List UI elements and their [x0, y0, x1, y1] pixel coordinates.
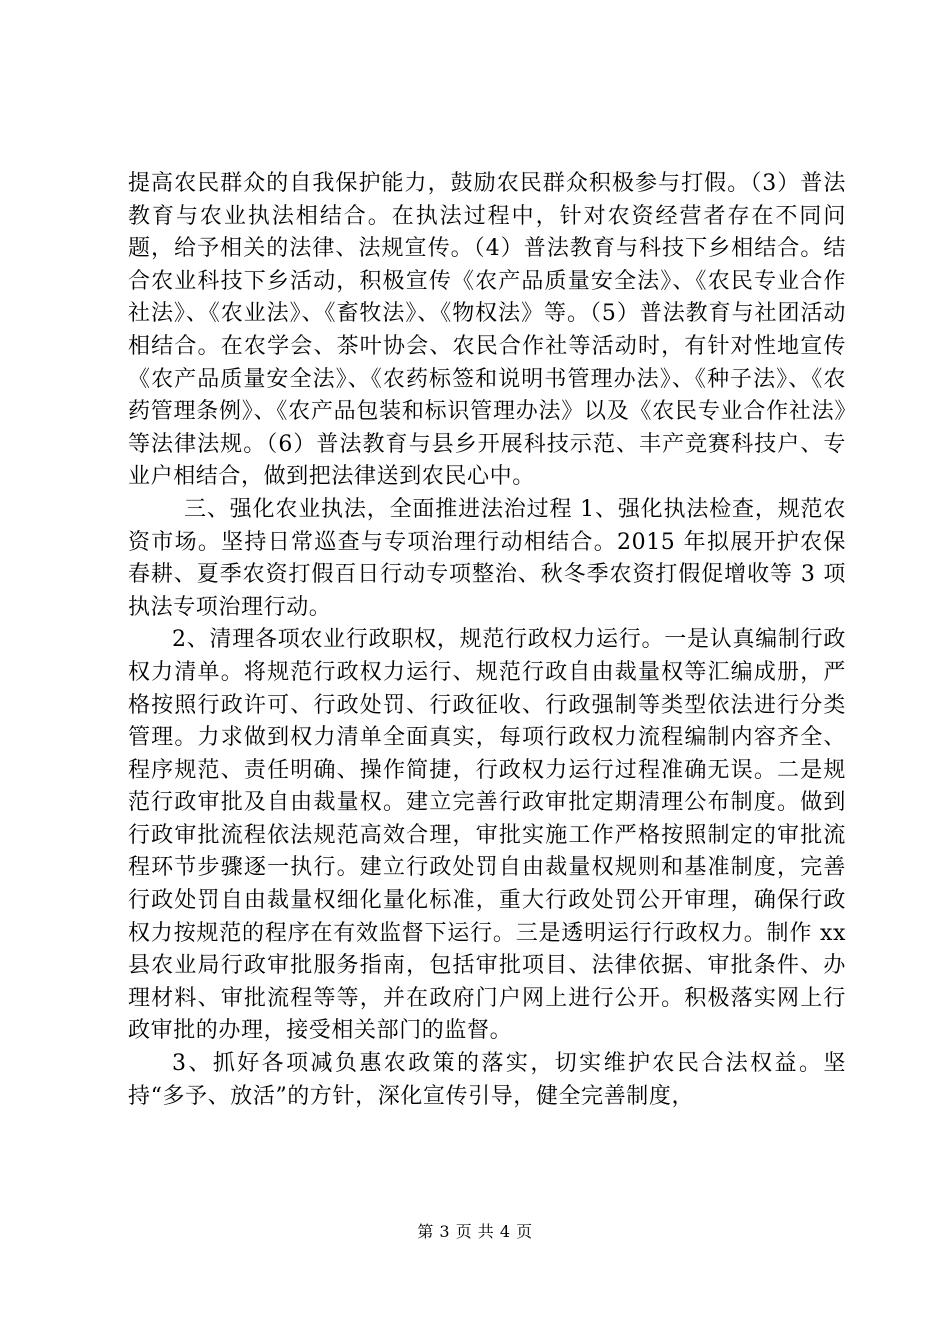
paragraph-2: 三、强化农业执法，全面推进法治过程 1、强化执法检查，规范农资市场。坚持日常巡查与专项治理行动相结合。2015 年拟展开护农保春耕、夏季农资打假百日行动专项整治、秋冬季农资打假促增收等 3 项执法专项治理行动。 [128, 496, 846, 620]
paragraph-4: 3、抓好各项减负惠农政策的落实，切实维护农民合法权益。坚持“多予、放活”的方针，深化宣传引导，健全完善制度， [128, 1051, 846, 1109]
paragraph-3: 2、清理各项农业行政职权，规范行政权力运行。一是认真编制行政权力清单。将规范行政权力运行、规范行政自由裁量权等汇编成册，严格按照行政许可、行政处罚、行政征收、行政强制等类型依法进行分类管理。力求做到权力清单全面真实，每项行政权力流程编制内容齐全、程序规范、责任明确、操作简捷，行政权力运行过程准确无误。二是规范行政审批及自由裁量权。建立完善行政审批定期清理公布制度。做到行政审批流程依法规范高效合理，审批实施工作严格按照制定的审批流程环节步骤逐一执行。建立行政处罚自由裁量权规则和基准制度，完善行政处罚自由裁量权细化量化标准，重大行政处罚公开审理，确保行政权力按规范的程序在有效监督下运行。三是透明运行行政权力。制作 xx 县农业局行政审批服务指南，包括审批项目、法律依据、审批条件、办理材料、审批流程等等，并在政府门户网上进行公开。积极落实网上行政审批的办理，接受相关部门的监督。 [128, 627, 846, 1044]
page-footer: 第 3 页 共 4 页 [417, 1222, 533, 1241]
paragraph-1: 提高农民群众的自我保护能力，鼓励农民群众积极参与打假。（3）普法教育与农业执法相结合。在执法过程中，针对农资经营者存在不同问题，给予相关的法律、法规宣传。（4）普法教育与科技下乡相结合。结合农业科技下乡活动，积极宣传《农产品质量安全法》、《农民专业合作社法》、《农业法》、《畜牧法》、《物权法》等。（5）普法教育与社团活动相结合。在农学会、茶叶协会、农民合作社等活动时，有针对性地宣传《农产品质量安全法》、《农药标签和说明书管理办法》、《种子法》、《农药管理条例》、《农产品包装和标识管理办法》以及《农民专业合作社法》等法律法规。（6）普法教育与县乡开展科技示范、丰产竞赛科技户、专业户相结合，做到把法律送到农民心中。 [128, 171, 846, 490]
document-body [128, 168, 846, 1113]
